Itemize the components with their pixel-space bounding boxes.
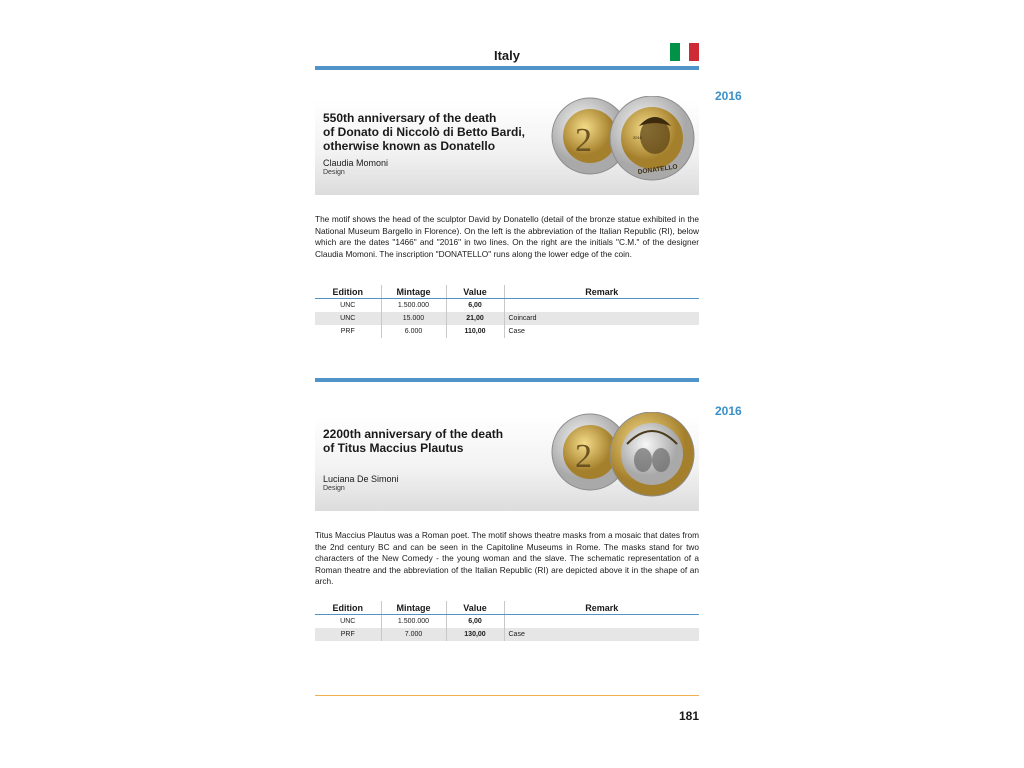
svg-text:2016: 2016 xyxy=(633,135,642,140)
col-header-remark: Remark xyxy=(504,285,699,299)
coin-title: 550th anniversary of the death of Donato di Niccolò di Betto Bardi, otherwise known as Donatello xyxy=(323,111,525,153)
commemorative-coin xyxy=(610,412,694,496)
header-rule xyxy=(315,66,699,70)
table-cell xyxy=(504,299,699,313)
section-rule xyxy=(315,378,699,382)
table-cell xyxy=(504,615,699,629)
coin-banner xyxy=(315,416,699,511)
col-header-value: Value xyxy=(446,285,504,299)
table-row xyxy=(315,615,699,629)
table-cell: UNC xyxy=(315,312,381,325)
footer-rule xyxy=(315,695,699,696)
table-cell: PRF xyxy=(315,628,381,641)
page-title: Italy xyxy=(493,48,520,63)
commemorative-coin xyxy=(610,96,694,180)
table-row xyxy=(315,628,699,641)
italy-flag-icon xyxy=(670,43,699,61)
coin-title: 2200th anniversary of the death of Titus Maccius Plautus xyxy=(323,427,504,455)
coin-denomination: 2 xyxy=(575,438,592,475)
table-row xyxy=(315,312,699,325)
table-cell: Coincard xyxy=(504,312,699,325)
table-cell: 6,00 xyxy=(446,615,504,629)
coin-description: Titus Maccius Plautus was a Roman poet. The motif shows theatre masks from a mosaic that dates from the 2nd century BC and can be seen in the Capitoline Museums in Rome. The masks stand for two characters of the New Comedy - the young woman and the slave. The schematic representation of a Roman theatre and the abbreviation of the Italian Republic (RI) are depicted above it in the shape of an arch. xyxy=(315,530,699,586)
col-header-mintage: Mintage xyxy=(381,285,446,299)
entry-year: 2016 xyxy=(715,404,742,418)
table-cell: 110,00 xyxy=(446,325,504,338)
col-header-value: Value xyxy=(446,601,504,615)
table-cell: Case xyxy=(504,628,699,641)
col-header-remark: Remark xyxy=(504,601,699,615)
page-number: 181 xyxy=(678,709,699,723)
designer-label: Design xyxy=(323,169,345,176)
table-cell: UNC xyxy=(315,615,381,629)
coin-denomination: 2 xyxy=(575,122,592,159)
coin-images xyxy=(547,96,697,186)
table-cell: 21,00 xyxy=(446,312,504,325)
table-cell: 6,00 xyxy=(446,299,504,313)
table-cell: Case xyxy=(508,328,525,335)
col-header-mintage: Mintage xyxy=(381,601,446,615)
table-cell: 15.000 xyxy=(381,312,446,325)
col-header-edition: Edition xyxy=(315,285,381,299)
edition-table xyxy=(315,285,699,338)
table-cell: UNC xyxy=(315,299,381,313)
coin-banner xyxy=(315,100,699,195)
designer-name: Luciana De Simoni xyxy=(323,474,399,484)
col-header-edition: Edition xyxy=(315,601,381,615)
coin-images xyxy=(547,412,697,502)
table-row xyxy=(315,299,699,313)
table-cell: 1.500.000 xyxy=(381,299,446,313)
entry-year: 2016 xyxy=(715,89,742,103)
coin-description: The motif shows the head of the sculptor David by Donatello (detail of the bronze statue exhibited in the National Museum Bargello in Florence). On the left is the abbreviation of the Italian Republic (RI), below which are the dates "1466" and "2016" in two lines. On the right are the initials "C.M." of the designer Claudia Momoni. The inscription "DONATELLO" runs along the lower edge of the coin. xyxy=(315,214,699,259)
table-cell: 6.000 xyxy=(381,325,446,338)
table-cell: 130,00 xyxy=(446,628,504,641)
designer-name: Claudia Momoni xyxy=(323,158,389,168)
svg-text:DONATELLO: DONATELLO xyxy=(637,163,678,176)
table-cell: PRF xyxy=(315,325,381,338)
table-cell: 7.000 xyxy=(381,628,446,641)
edition-table xyxy=(315,601,699,641)
designer-label: Design xyxy=(323,485,345,492)
table-row xyxy=(315,325,699,338)
table-cell: 1.500.000 xyxy=(381,615,446,629)
